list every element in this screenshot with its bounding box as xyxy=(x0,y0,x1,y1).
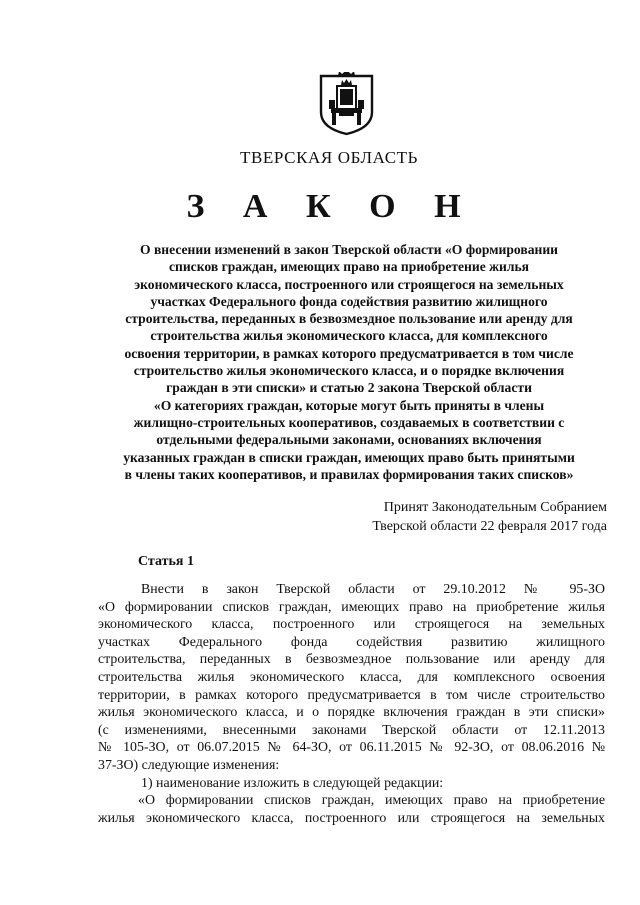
subject-line: строительства, переданных в безвозмездное пользование или аренду для xyxy=(125,311,573,327)
adoption-note xyxy=(372,499,607,536)
subject-line: строительства жилья экономического класса, для комплексного xyxy=(150,328,548,344)
subject-line: освоения территории, в рамках которого предусматривается в том числе xyxy=(124,345,574,361)
body-line: (с изменениями, внесенными законами Тверской области от 12.11.2013 xyxy=(98,722,605,738)
document-type-title: З А К О Н xyxy=(186,188,476,225)
body-line: территории, в рамках которого предусматривается в том числе строительство xyxy=(98,687,605,703)
body-line: экономического класса, построенного или строящегося на земельных xyxy=(98,617,605,633)
body-line: 37-ЗО) следующие изменения: xyxy=(98,757,280,773)
subject-line: указанных граждан в списки граждан, имеющих право быть принятыми xyxy=(123,449,575,465)
subject-line: отдельными федеральными законами, основаниях включения xyxy=(156,432,542,448)
subject-line: в члены таких кооперативов, и правилах формирования таких списков» xyxy=(124,466,574,482)
adoption-line: Тверской области 22 февраля 2017 года xyxy=(372,518,607,534)
body-line: жилья экономического класса, и о порядке включения граждан в эти списки» xyxy=(98,705,605,721)
subject-line: списков граждан, имеющих право на приобретение жилья xyxy=(168,259,530,275)
subject-line: строительство жилья экономического класса, и о порядке включения xyxy=(133,363,565,379)
body-line: «О формировании списков граждан, имеющих право на приобретение жилья xyxy=(98,599,605,615)
body-line: участках Федерального фонда содействия развитию жилищного xyxy=(98,634,605,650)
subject-line: жилищно-строительных кооперативов, создаваемых в соответствии с xyxy=(133,414,565,430)
subject-line: О внесении изменений в закон Тверской области «О формировании xyxy=(139,242,559,257)
article-heading: Статья 1 xyxy=(138,554,194,569)
body-line: строительства, переданных в безвозмездное пользование или аренду для xyxy=(98,652,605,668)
coat-of-arms-icon xyxy=(319,72,374,136)
subject-line: экономического класса, построенного или строящегося на земельных xyxy=(134,276,564,292)
region-name: ТВЕРСКАЯ ОБЛАСТЬ xyxy=(240,148,418,167)
subject-line: граждан в эти списки» и статью 2 закона Тверской области xyxy=(166,380,532,396)
law-subject-title xyxy=(95,241,603,483)
subject-line: участках Федерального фонда содействия развитию жилищного xyxy=(150,293,548,309)
body-line: Внести в закон Тверской области от 29.10.2012 № 95-ЗО xyxy=(141,582,605,597)
body-line: 1) наименование изложить в следующей редакции: xyxy=(141,775,444,791)
body-line: № 105-ЗО, от 06.07.2015 № 64-ЗО, от 06.11.2015 № 92-ЗО, от 08.06.2016 № xyxy=(98,740,605,756)
body-line: жилья экономического класса, построенного или строящегося на земельных xyxy=(98,810,605,826)
subject-line: «О категориях граждан, которые могут быть приняты в члены xyxy=(153,397,545,413)
article-body xyxy=(98,581,605,827)
adoption-line: Принят Законодательным Собранием xyxy=(383,500,607,515)
body-line: «О формировании списков граждан, имеющих право на приобретение xyxy=(138,793,605,809)
body-line: строительства жилья экономического класса, для комплексного освоения xyxy=(98,669,605,685)
